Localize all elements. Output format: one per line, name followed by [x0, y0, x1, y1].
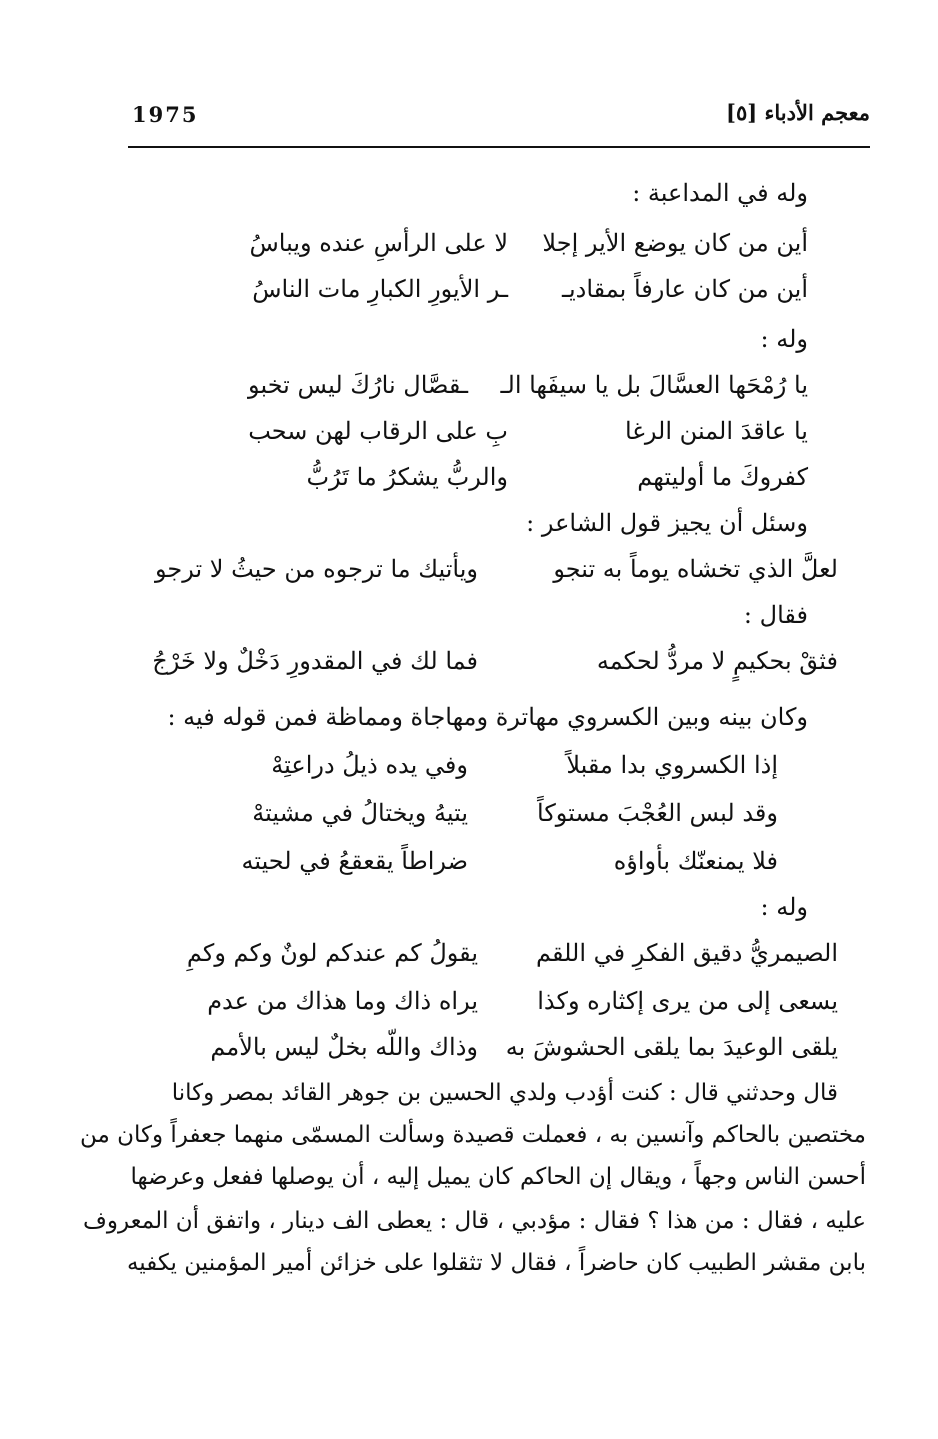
paragraph-line: أحسن الناس وجهاً ، ويقال إن الحاكم كان يميل إليه ، أن يوصلها ففعل وعرضها [130, 1164, 866, 1190]
paragraph-line: بابن مقشر الطبيب كان حاضراً ، فقال لا تثقلوا على خزائن أمير المؤمنين يكفيه [126, 1250, 866, 1276]
verse-4-second: بِ على الرقاب لهن سحب [248, 417, 508, 445]
paragraph-line: عليه ، فقال : من هذا ؟ فقال : مؤدبي ، قال : يعطى الف دينار ، واتفق أن المعروف [83, 1208, 866, 1234]
verse-5-first: كفروكَ ما أوليتهم [637, 463, 808, 491]
verse-10-second: ضراطاً يقعقعُ في لحيته [241, 847, 468, 875]
verse-4-first: يا عاقدَ المنن الرغا [624, 417, 808, 445]
heading-wa-lahu-1: وله : [760, 325, 808, 353]
paragraph-line: قال وحدثني قال : كنت أؤدب ولدي الحسين بن جوهر القائد بمصر وكانا [171, 1080, 838, 1106]
verse-7-second: فما لك في المقدورِ دَخْلٌ ولا خَرْجُ [152, 647, 478, 675]
verse-1-first: أين من كان يوضع الأير إجلا [542, 229, 808, 257]
paragraph-line: مختصين بالحاكم وآنسين به ، فعملت قصيدة وسألت المسمّى منهما جعفراً وكان من [79, 1122, 866, 1148]
heading-faqal: فقال : [743, 601, 808, 629]
heading-mudaaba: وله في المداعبة : [632, 179, 808, 207]
verse-3-first: يا رُمْحَها العسَّالَ بل يا سيفَها الـ [500, 371, 808, 399]
verse-12-second: يراه ذاك وما هذاك من عدم [207, 987, 478, 1015]
verse-8-second: وفي يده ذيلُ دراعتِهْ [271, 751, 468, 779]
page-header [128, 100, 870, 148]
verse-9-first: وقد لبس العُجْبَ مستوكاً [537, 799, 778, 827]
verse-2-second: ـر الأيورِ الكبارِ مات الناسُ [252, 275, 508, 303]
verse-6-second: ويأتيك ما ترجوه من حيثُ لا ترجو [154, 555, 478, 583]
verse-8-first: إذا الكسروي بدا مقبلاً [566, 751, 778, 779]
heading-wa-lahu-2: وله : [760, 893, 808, 921]
verse-13-first: يلقى الوعيدَ بما يلقى الحشوشَ به [505, 1033, 838, 1061]
page-number: 1975 [132, 102, 199, 127]
running-title: معجم الأدباء [٥] [726, 100, 870, 125]
verse-10-first: فلا يمنعنّك بأواؤه [613, 847, 778, 875]
verse-13-second: وذاك واللّه بخلٌ ليس بالأمم [210, 1033, 478, 1061]
verse-11-second: يقولُ كم عندكم لونٌ وكم وكمِ [186, 939, 478, 967]
verse-5-second: والربُّ يشكرُ ما تَرُبُّ [306, 463, 508, 491]
verse-9-second: يتيهُ ويختالُ في مشيتهْ [252, 799, 468, 827]
verse-7-first: فثقْ بحكيمٍ لا مردُّ لحكمه [596, 647, 838, 675]
heading-kisrawi: وكان بينه وبين الكسروي مهاترة ومهاجاة ومماظة فمن قوله فيه : [167, 703, 808, 731]
verse-3-second: ـقصَّال نارُكَ ليس تخبو [248, 371, 468, 399]
verse-12-first: يسعى إلى من يرى إكثاره وكذا [537, 987, 838, 1015]
heading-suila: وسئل أن يجيز قول الشاعر : [526, 509, 808, 537]
verse-11-first: الصيمريُّ دقيق الفكرِ في اللقم [535, 939, 838, 967]
verse-6-first: لعلَّ الذي تخشاه يوماً به تنجو [553, 555, 838, 583]
verse-2-first: أين من كان عارفاً بمقاديـ [561, 275, 808, 303]
verse-1-second: لا على الرأسِ عنده ويباسُ [249, 229, 508, 257]
